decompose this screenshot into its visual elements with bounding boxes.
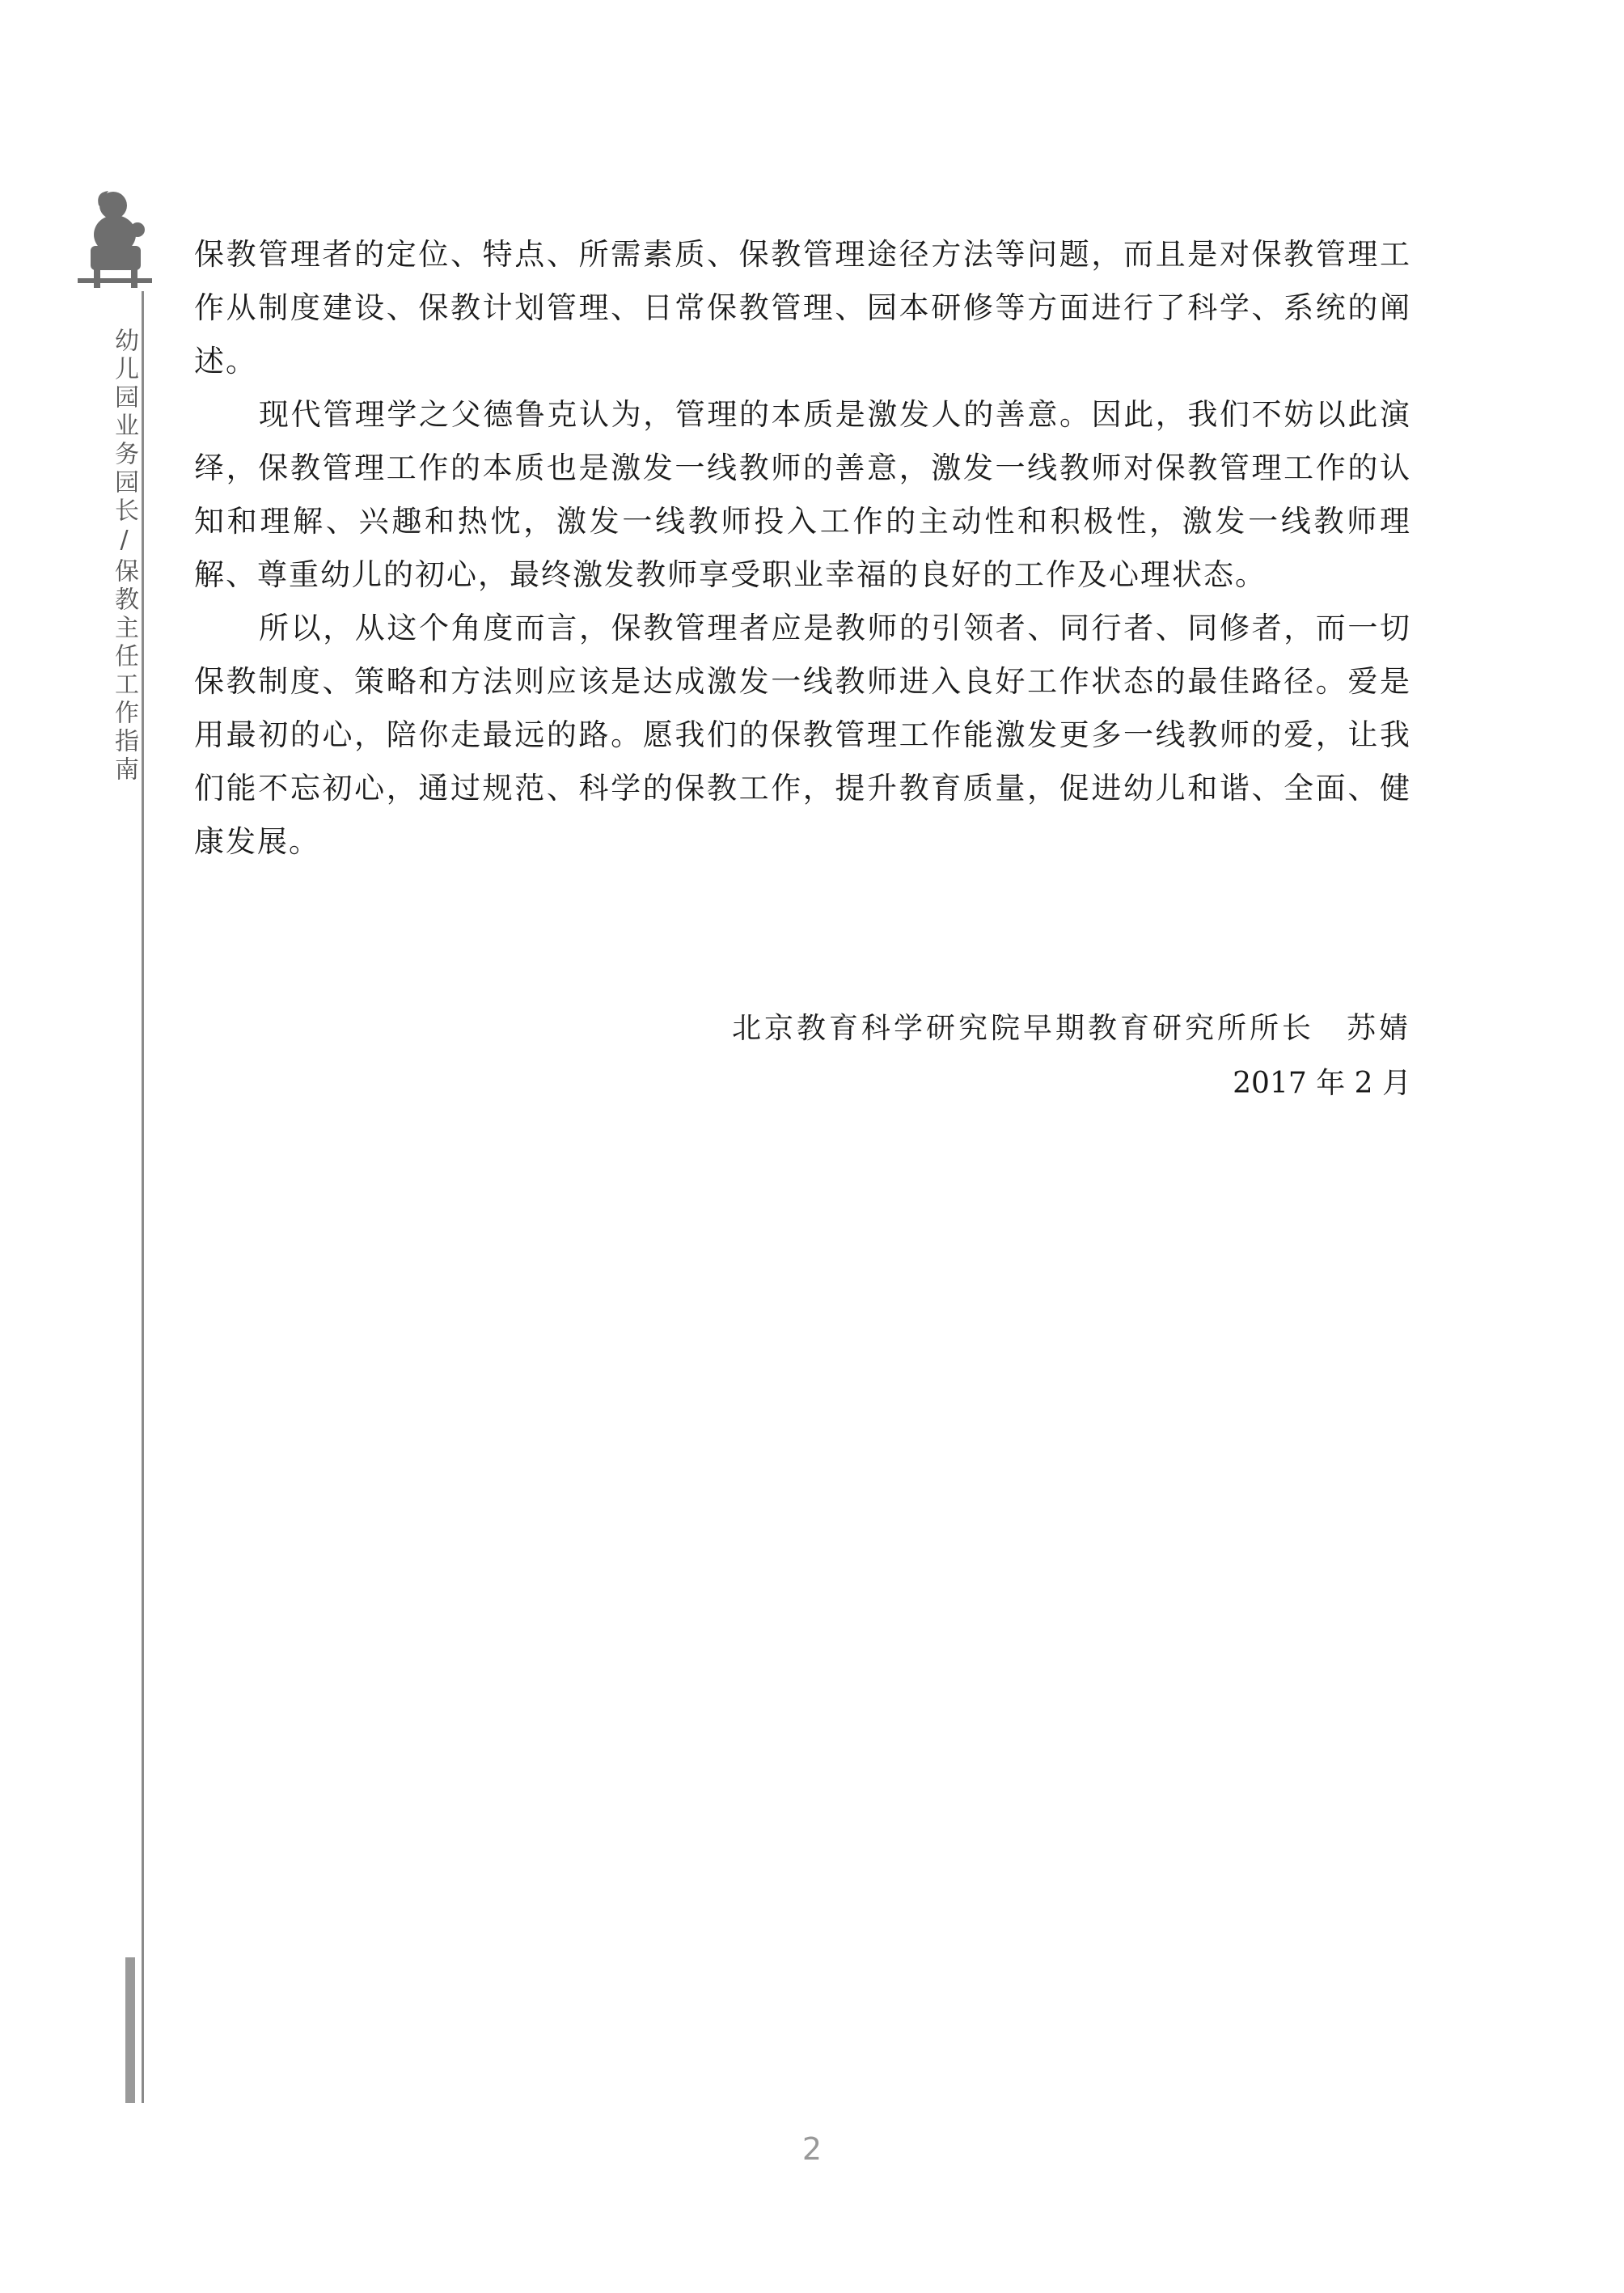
signature-date: 2017 年 2 月 (1233, 1067, 1411, 1100)
margin-rule (142, 291, 144, 2103)
paragraph-drucker: 现代管理学之父德鲁克认为，管理的本质是激发人的善意。因此，我们不妨以此演绎，保教管理工作的本质也是激发一线教师的善意，激发一线教师对保教管理工作的认知和理解、兴趣和热忱，激发一线教师投入工作的主动性和积极性，激发一线教师理解、尊重幼儿的初心，最终激发教师享受职业幸福的良好的工作及心理状态。 (194, 397, 1411, 592)
page-number: 2 (801, 2131, 823, 2167)
margin-tab-marker (125, 1957, 135, 2103)
signature-block (732, 1001, 1411, 1111)
preface-body (194, 228, 1411, 869)
paragraph-continued: 保教管理者的定位、特点、所需素质、保教管理途径方法等问题，而且是对保教管理工作从制度建设、保教计划管理、日常保教管理、园本研修等方面进行了科学、系统的阐述。 (194, 237, 1411, 379)
reading-children-emblem (74, 188, 155, 289)
running-book-title: 幼儿园业务园长/保教主任工作指南 (110, 328, 138, 785)
author-signature: 北京教育科学研究院早期教育研究所所长 苏婧 (731, 1012, 1411, 1045)
paragraph-conclusion: 所以，从这个角度而言，保教管理者应是教师的引领者、同行者、同修者，而一切保教制度、策略和方法则应该是达成激发一线教师进入良好工作状态的最佳路径。爱是用最初的心，陪你走最远的路。愿我们的保教管理工作能激发更多一线教师的爱，让我们能不忘初心，通过规范、科学的保教工作，提升教育质量，促进幼儿和谐、全面、健康发展。 (194, 611, 1411, 859)
